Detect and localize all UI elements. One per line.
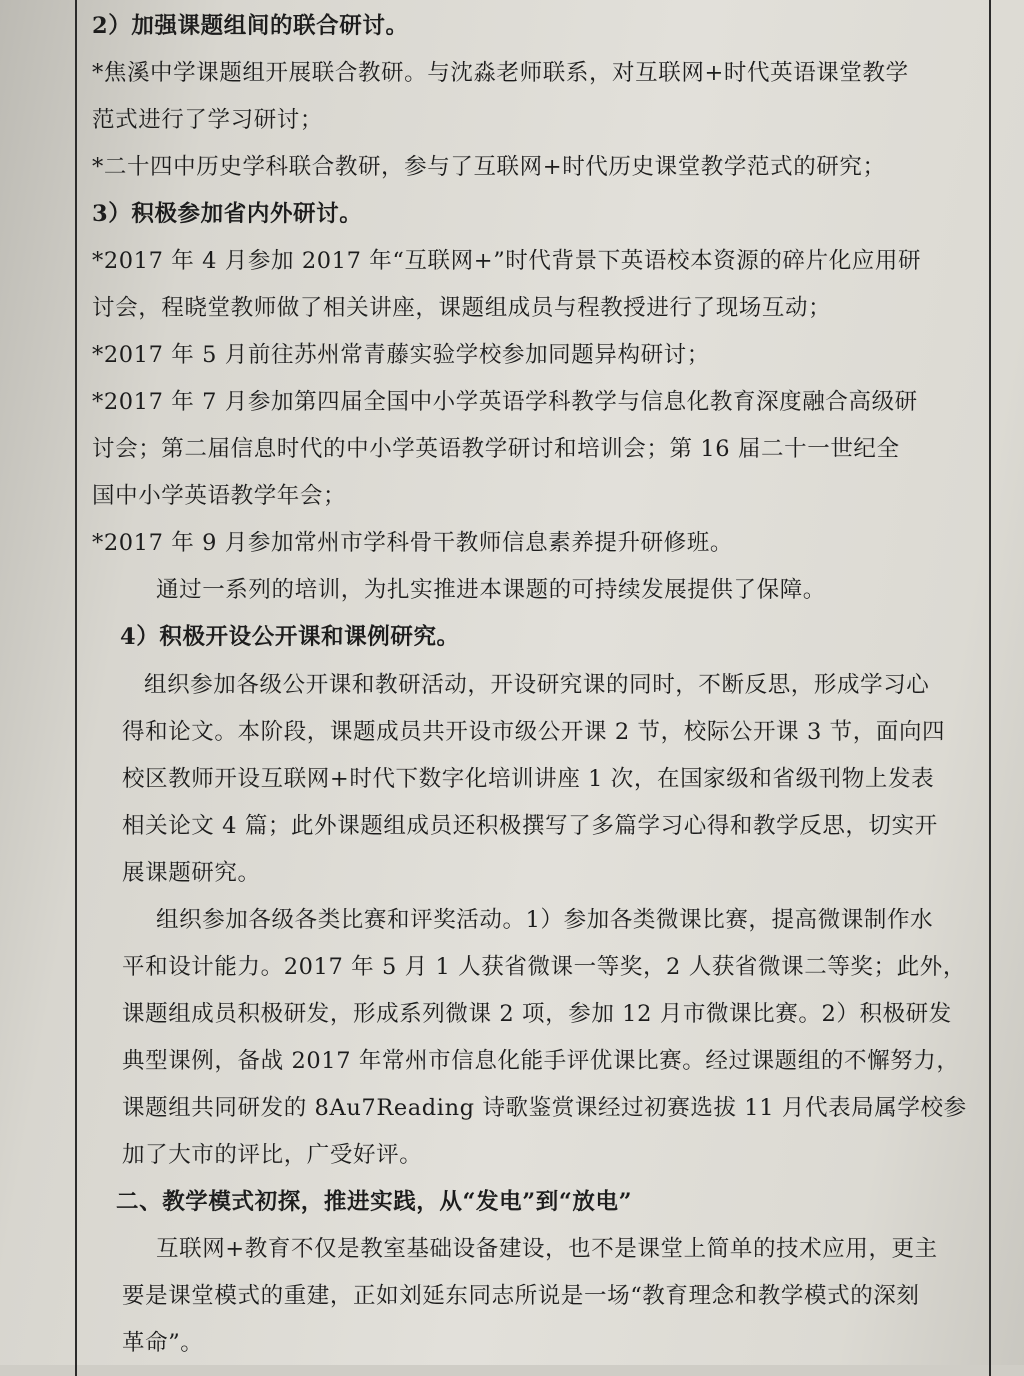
paragraph-line: 校区教师开设互联网+时代下数字化培训讲座 1 次，在国家级和省级刊物上发表 (122, 765, 935, 792)
paragraph-line: 范式进行了学习研讨； (92, 107, 324, 134)
paragraph-line: *2017 年 7 月参加第四届全国中小学英语学科教学与信息化教育深度融合高级研 (92, 389, 918, 416)
paragraph-line: 互联网+教育不仅是教室基础设备建设，也不是课堂上简单的技术应用，更主 (156, 1235, 938, 1262)
paragraph-line: *2017 年 5 月前往苏州常青藤实验学校参加同题异构研讨； (92, 342, 710, 369)
paragraph-line: 要是课堂模式的重建，正如刘延东同志所说是一场“教育理念和教学模式的深刻 (122, 1282, 920, 1309)
paragraph-line: *焦溪中学课题组开展联合教研。与沈淼老师联系，对互联网+时代英语课堂教学 (92, 60, 909, 87)
paragraph-line: 讨会；第二届信息时代的中小学英语教学研讨和培训会；第 16 届二十一世纪全 (92, 436, 900, 463)
paragraph-line: 革命”。 (122, 1330, 204, 1356)
paragraph-line: *2017 年 9 月参加常州市学科骨干教师信息素养提升研修班。 (92, 530, 733, 557)
section-two-heading: 二、教学模式初探，推进实践，从“发电”到“放电” (116, 1188, 633, 1215)
paragraph-line: 国中小学英语教学年会； (92, 483, 347, 510)
paragraph-line: 组织参加各级各类比赛和评奖活动。1）参加各类微课比赛，提高微课制作水 (156, 906, 934, 933)
heading-provincial-research: 3）积极参加省内外研讨。 (92, 201, 363, 228)
heading-joint-research: 2）加强课题组间的联合研讨。 (92, 13, 409, 39)
paragraph-line: 典型课例，备战 2017 年常州市信息化能手评优课比赛。经过课题组的不懈努力， (122, 1047, 960, 1074)
paragraph-line: 课题组共同研发的 8Au7Reading 诗歌鉴赏课经过初赛选拔 11 月代表局属学校参 (122, 1094, 967, 1121)
paragraph-line: 课题组成员积极研发，形成系列微课 2 项，参加 12 月市微课比赛。2）积极研发 (122, 1000, 952, 1027)
heading-open-lessons: 4）积极开设公开课和课例研究。 (120, 624, 460, 651)
paragraph-line: *2017 年 4 月参加 2017 年“互联网+”时代背景下英语校本资源的碎片化应用研 (92, 248, 922, 275)
paragraph-line: *二十四中历史学科联合教研，参与了互联网+时代历史课堂教学范式的研究； (92, 154, 886, 181)
paragraph-line: 加了大市的评比，广受好评。 (122, 1141, 423, 1168)
paragraph-line: 相关论文 4 篇；此外课题组成员还积极撰写了多篇学习心得和教学反思，切实开 (122, 812, 938, 839)
paragraph-line: 讨会，程晓堂教师做了相关讲座，课题组成员与程教授进行了现场互动； (92, 295, 832, 322)
paragraph-line: 组织参加各级公开课和教研活动，开设研究课的同时，不断反思，形成学习心 (144, 671, 930, 698)
paragraph-line: 平和设计能力。2017 年 5 月 1 人获省微课一等奖，2 人获省微课二等奖；此外， (122, 953, 966, 980)
paragraph-line: 通过一系列的培训，为扎实推进本课题的可持续发展提供了保障。 (156, 577, 826, 604)
paragraph-line: 得和论文。本阶段，课题成员共开设市级公开课 2 节，校际公开课 3 节，面向四 (122, 718, 946, 745)
paragraph-line: 展课题研究。 (122, 859, 261, 886)
